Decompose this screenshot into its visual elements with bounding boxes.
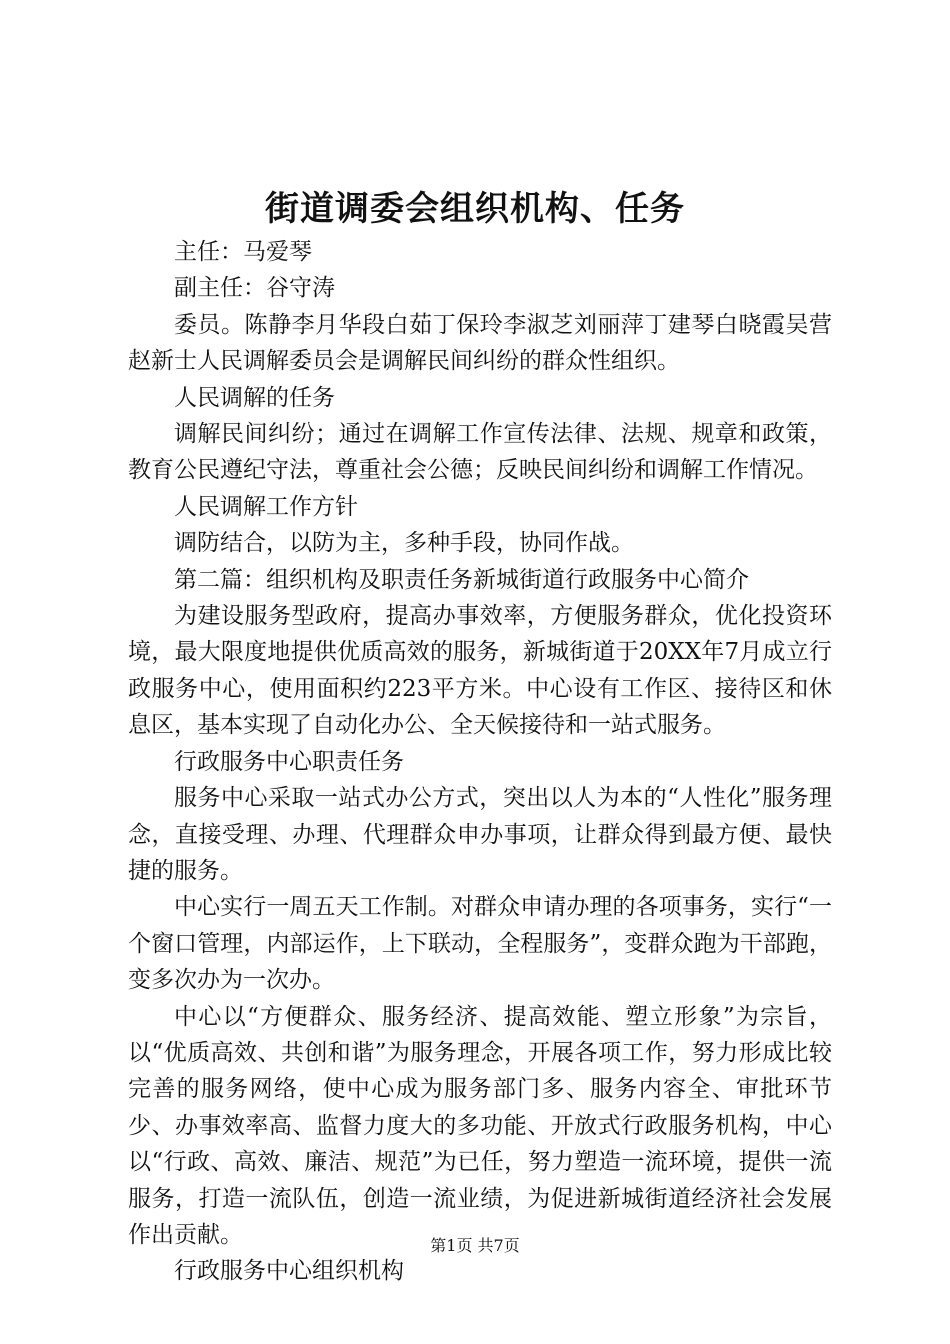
document-body: [128, 234, 832, 1290]
page-number-footer: 第1页 共7页: [430, 1236, 520, 1255]
heading-mediation-tasks: 人民调解的任务: [174, 384, 335, 411]
paragraph-mediation-tasks: 调解民间纠纷；通过在调解工作宣传法律、法规、规章和政策，教育公民遵纪守法，尊重社会公德；反映民间纠纷和调解工作情况。: [128, 421, 832, 484]
document-title: 街道调委会组织机构、任务: [265, 189, 685, 229]
heading-mediation-policy: 人民调解工作方针: [174, 493, 358, 520]
heading-part-two: 第二篇：组织机构及职责任务新城街道行政服务中心简介: [174, 566, 749, 593]
paragraph-work-schedule: 中心实行一周五天工作制。对群众申请办理的各项事务，实行“一个窗口管理，内部运作，上下联动，全程服务”，变群众跑为干部跑，变多次办为一次办。: [128, 894, 832, 994]
paragraph-mediation-policy: 调防结合，以防为主，多种手段，协同作战。: [174, 530, 634, 557]
paragraph-deputy-director: 副主任：谷守涛: [174, 275, 335, 302]
heading-center-organization: 行政服务中心组织机构: [174, 1258, 404, 1285]
paragraph-one-stop-service: 服务中心采取一站式办公方式，突出以人为本的“人性化”服务理念，直接受理、办理、代理群众申办事项，让群众得到最方便、最快捷的服务。: [128, 785, 832, 884]
paragraph-center-intro: 为建设服务型政府，提高办事效率，方便服务群众，优化投资环境，最大限度地提供优质高效的服务，新城街道于20XX年7月成立行政服务中心，使用面积约223平方米。中心设有工作区、接待区和休息区，基本实现了自动化办公、全天候接待和一站式服务。: [128, 603, 832, 739]
paragraph-members: 委员。陈静李月华段白茹丁保玲李淑芝刘丽萍丁建琴白晓霞吴营赵新士人民调解委员会是调解民间纠纷的群众性组织。: [128, 311, 832, 375]
paragraph-center-purpose: 中心以“方便群众、服务经济、提高效能、塑立形象”为宗旨，以“优质高效、共创和谐”为服务理念，开展各项工作，努力形成比较完善的服务网络，使中心成为服务部门多、服务内容全、审批环节少、办事效率高、监督力度大的多功能、开放式行政服务机构，中心以“行政、高效、廉洁、规范”为已任，努力塑造一流环境，提供一流服务，打造一流队伍，创造一流业绩，为促进新城街道经济社会发展作出贡献。: [128, 1003, 832, 1248]
paragraph-director: 主任：马爱琴: [174, 239, 312, 265]
heading-center-duties: 行政服务中心职责任务: [174, 748, 404, 775]
